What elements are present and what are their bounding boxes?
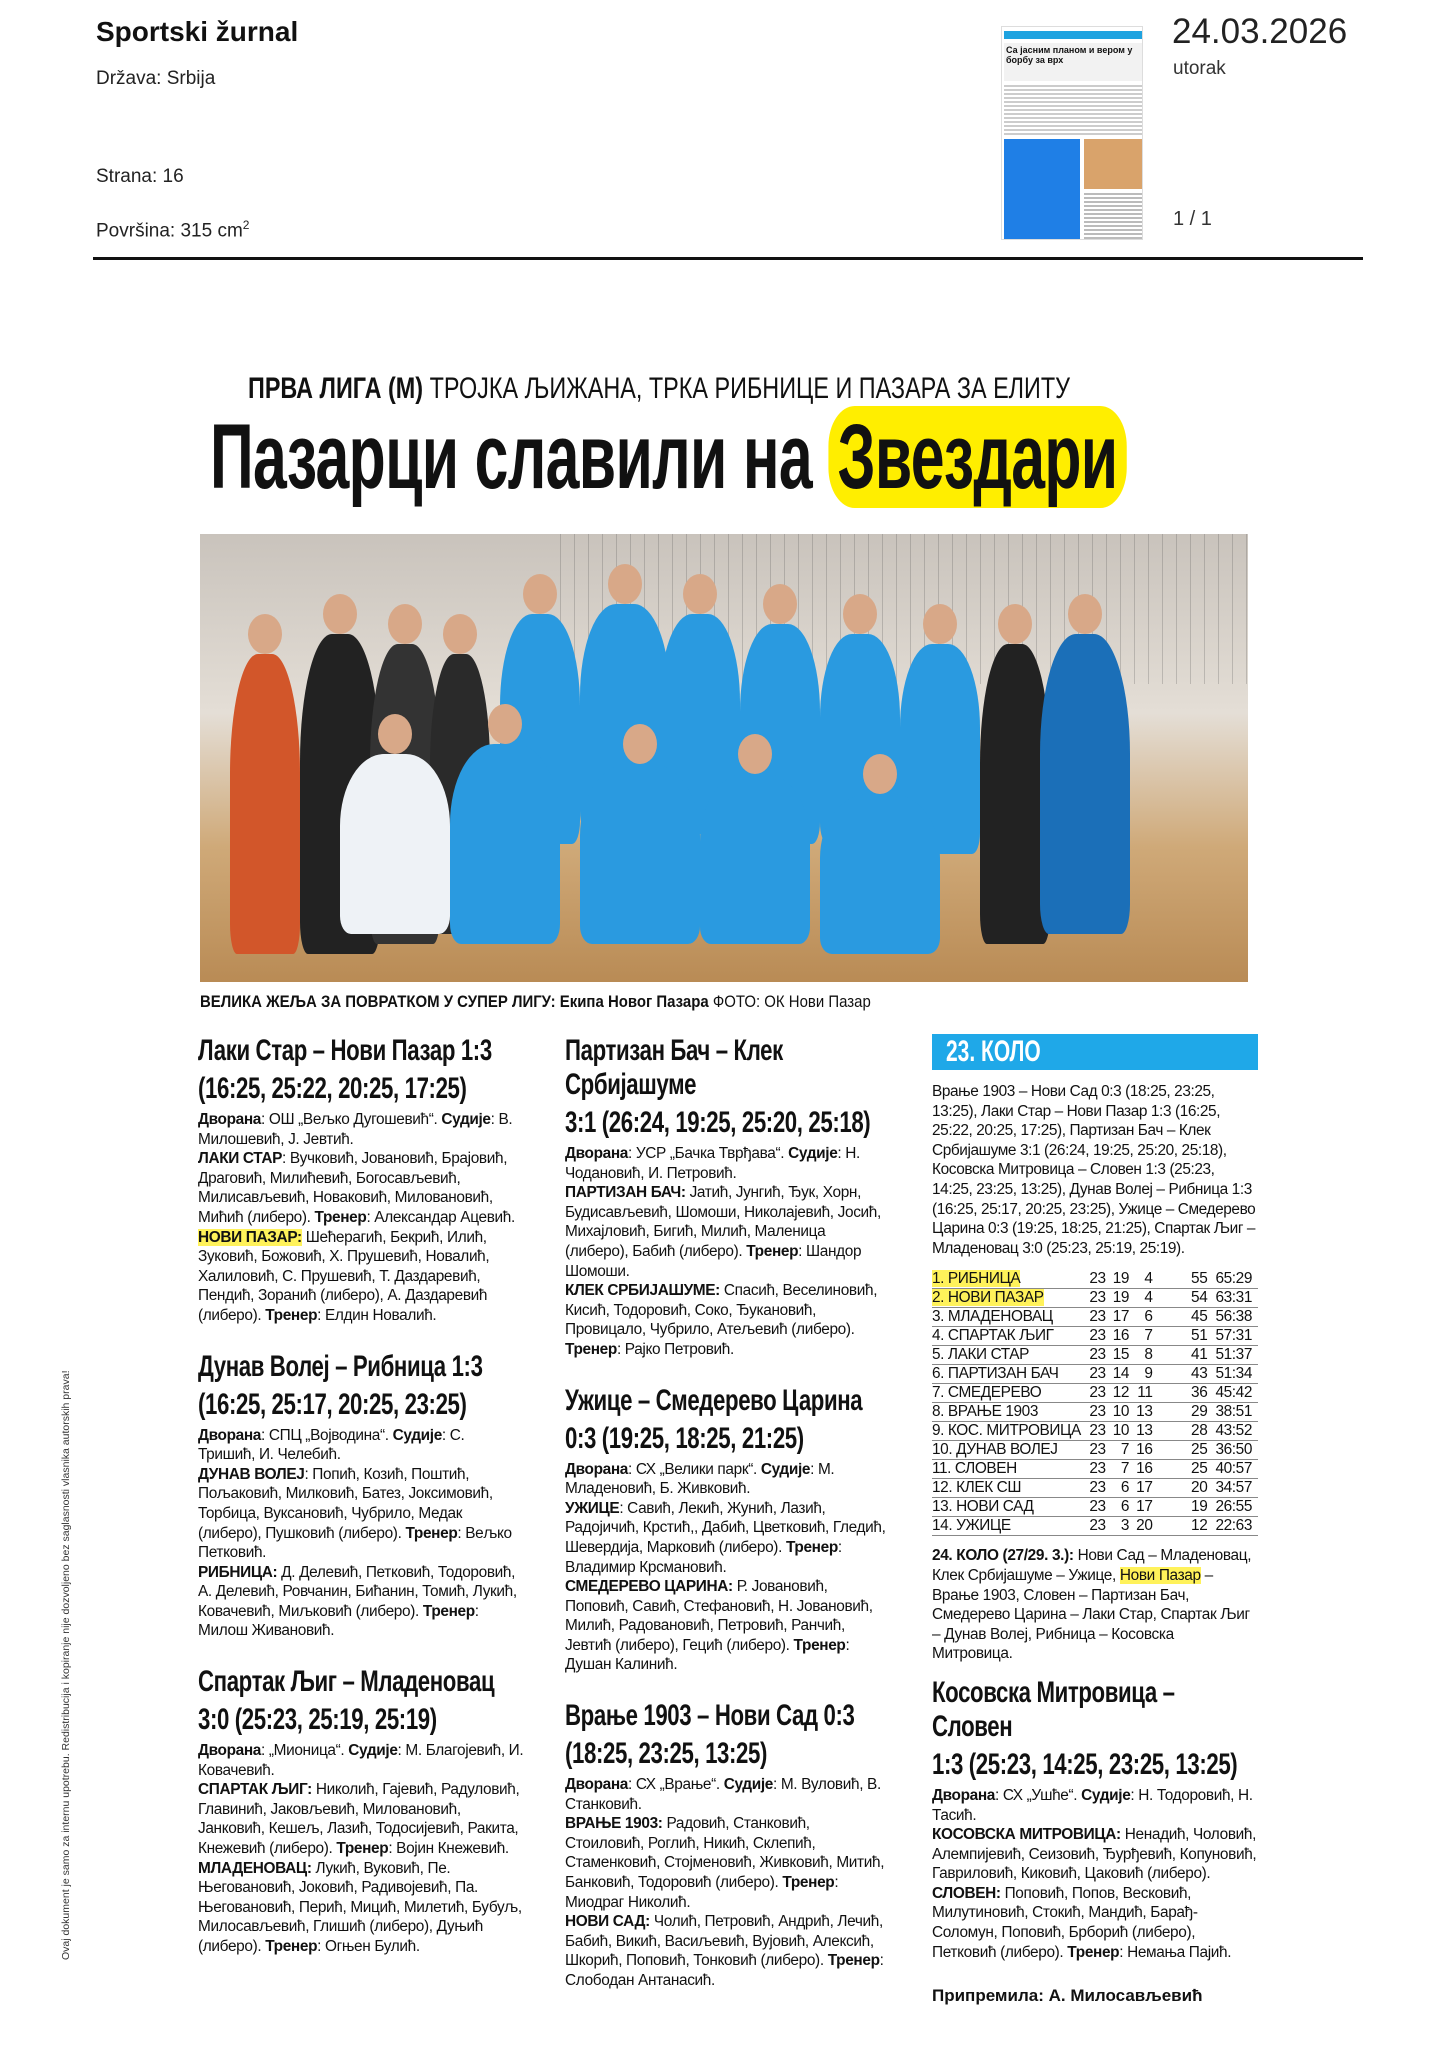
caption-credit: ФОТО: ОК Нови Пазар: [712, 992, 871, 1011]
match-details: [565, 1775, 891, 1991]
coach-label: Тренер: [746, 1242, 799, 1260]
team-name: 4. СПАРТАК ЉИГ: [932, 1327, 1088, 1346]
column-2: [565, 1034, 891, 2015]
referees: : М. Благојевић, И. Ковачевић.: [198, 1742, 524, 1779]
team-name: СЛОВЕН:: [932, 1884, 1001, 1902]
match-sets: (18:25, 23:25, 13:25): [565, 1737, 768, 1771]
coach: : Миодраг Николић.: [565, 1874, 839, 1911]
match-details: [565, 1460, 891, 1676]
venue: : „Мионица“.: [261, 1742, 349, 1760]
match-title: Партизан Бач – Клек Србијашуме: [565, 1034, 783, 1101]
stat: 23: [1088, 1384, 1111, 1403]
coach-label: Тренер: [565, 1340, 617, 1358]
stat: 51: [1158, 1327, 1213, 1346]
match-report: [198, 1034, 524, 1326]
stat: 8: [1135, 1346, 1158, 1365]
match-sets: (16:25, 25:17, 20:25, 23:25): [198, 1387, 467, 1421]
referees-label: Судије: [348, 1742, 398, 1760]
stat: 13: [1135, 1403, 1158, 1422]
players: Лукић, Вуковић, Пе. Његовановић, Јоковић, Радивојевић, Па. Његовановић, Перић, Мицић, Милетић, Бубуљ, Милосављевић, Глишић (либеро), Дуњић (либеро).: [198, 1859, 522, 1955]
header-divider: [93, 257, 1363, 260]
coach: : Огњен Булић.: [317, 1938, 420, 1955]
players: Спасић, Веселиновић, Кисић, Тодоровић, Соко, Ђукановић, Провицало, Чубрило, Атељевић (либеро).: [565, 1282, 878, 1339]
team-name: 9. КОС. МИТРОВИЦА: [932, 1422, 1088, 1441]
area-value: Površina: 315 cm: [96, 220, 243, 242]
players: Р. Јовановић, Поповић, Савић, Стефановић, Н. Јовановић, Милић, Радовановић, Петровић, Ранчић, Јевтић (либеро), Гецић (либеро).: [565, 1578, 873, 1654]
headline: [210, 405, 1127, 510]
coach-label: Тренер: [1067, 1943, 1120, 1961]
standings-row: [932, 1346, 1258, 1365]
match-title: Спартак Љиг – Младеновац: [198, 1665, 495, 1699]
country: Država: Srbija: [96, 68, 216, 89]
stat: 45:42: [1213, 1384, 1258, 1403]
team-name: 2. НОВИ ПАЗАР: [932, 1289, 1044, 1307]
stat: 29: [1158, 1403, 1213, 1422]
match-details: [932, 1786, 1258, 1962]
coach-label: Тренер: [793, 1636, 846, 1654]
venue: : СХ „Велики парк“.: [628, 1460, 761, 1478]
coach: : Рајко Петровић.: [616, 1340, 734, 1358]
stat: 23: [1088, 1403, 1111, 1422]
stat: 36:50: [1213, 1441, 1258, 1460]
team-photo: [200, 534, 1248, 982]
standings-row: [932, 1327, 1258, 1346]
team-lineup: [198, 1465, 524, 1563]
team-name: ВРАЊЕ 1903:: [565, 1815, 663, 1833]
copyright-notice: Ovaj dokument je samo za internu upotrebu. Redistribucija i kopiranje nije dozvoljeno bez saglasnosti vlasnika autorskih prava!: [60, 1370, 72, 1960]
page-count: 1 / 1: [1173, 208, 1212, 230]
coach-label: Тренер: [827, 1952, 880, 1970]
team-lineup: [565, 1281, 891, 1359]
referees-label: Судије: [788, 1145, 838, 1162]
standings-row: [932, 1403, 1258, 1422]
coach: : Немања Пајић.: [1119, 1943, 1232, 1961]
team-lineup: [198, 1228, 524, 1326]
coach-label: Тренер: [265, 1938, 318, 1955]
team-name: НОВИ ПАЗАР:: [198, 1228, 302, 1246]
round-title: 23. КОЛО: [946, 1035, 1041, 1068]
match-details: [198, 1110, 524, 1326]
stat: 22:63: [1213, 1517, 1258, 1536]
stat: 28: [1158, 1422, 1213, 1441]
coach: : Душан Калинић.: [565, 1636, 850, 1674]
stat: 16: [1135, 1441, 1158, 1460]
stat: 36: [1158, 1384, 1213, 1403]
stat: 23: [1088, 1327, 1111, 1346]
team-name: 13. НОВИ САД: [932, 1498, 1088, 1517]
caption-text: Екипа Новог Пазара: [559, 992, 709, 1011]
standings-row: [932, 1479, 1258, 1498]
stat: 23: [1088, 1517, 1111, 1536]
venue: : СХ „Ушће“.: [995, 1786, 1082, 1804]
match-report: [565, 1384, 891, 1676]
venue-label: Дворана: [198, 1742, 261, 1760]
weekday: utorak: [1173, 58, 1226, 79]
referees: : М. Младеновић, Б. Живковић.: [565, 1460, 835, 1498]
stat: 23: [1088, 1365, 1111, 1384]
stat: 51:34: [1213, 1365, 1258, 1384]
players: Чолић, Петровић, Андрић, Лечић, Бабић, Викић, Васиљевић, Вујовић, Алексић, Шкорић, Поповић, Тонковић (либеро).: [565, 1913, 883, 1970]
team-name: ЛАКИ СТАР: [198, 1150, 283, 1168]
headline-highlight: Звездари: [828, 406, 1126, 508]
team-name: 7. СМЕДЕРЕВО: [932, 1384, 1088, 1403]
team-name: 8. ВРАЊЕ 1903: [932, 1403, 1088, 1422]
players: Јатић, Јунгић, Ђук, Хорн, Будисављевић, Шомоши, Николајевић, Јосић, Михајловић, Бигић, Милић, Маленица (либеро), Бабић (либеро).: [565, 1184, 881, 1260]
standings-row: [932, 1270, 1258, 1289]
stat: 23: [1088, 1422, 1111, 1441]
standings-row: [932, 1384, 1258, 1403]
stat: 20: [1135, 1517, 1158, 1536]
stat: 51:37: [1213, 1346, 1258, 1365]
stat: 23: [1088, 1441, 1111, 1460]
standings-row: [932, 1289, 1258, 1308]
referees-label: Судије: [723, 1776, 773, 1794]
stat: 12: [1112, 1384, 1135, 1403]
next-round: [932, 1546, 1258, 1664]
referees: : М. Вуловић, В. Станковић.: [565, 1776, 881, 1813]
coach: : Шандор Шомоши.: [565, 1242, 862, 1280]
kicker-league: ПРВА ЛИГА (М): [248, 372, 424, 405]
team-name: РИБНИЦА:: [198, 1563, 278, 1581]
publication-name: Sportski žurnal: [96, 16, 299, 47]
stat: 9: [1135, 1365, 1158, 1384]
coach: : Владимир Крсмановић.: [565, 1538, 842, 1576]
stat: 54: [1158, 1289, 1213, 1308]
standings-row: [932, 1308, 1258, 1327]
team-name: УЖИЦЕ: [565, 1499, 620, 1517]
stat: 34:57: [1213, 1479, 1258, 1498]
match-report: [198, 1350, 524, 1642]
next-round-text: Нови Сад – Младеновац, Клек Србијашуме – Ужице,: [932, 1547, 1252, 1584]
venue-line: [565, 1460, 891, 1499]
next-round-highlight: Нови Пазар: [1119, 1566, 1201, 1584]
stat: 19: [1112, 1289, 1135, 1308]
stat: 4: [1135, 1289, 1158, 1308]
venue-line: [932, 1786, 1258, 1825]
stat: 3: [1112, 1517, 1135, 1536]
team-name: НОВИ САД:: [565, 1913, 650, 1931]
team-lineup: [565, 1912, 891, 1990]
players: : Попић, Козић, Поштић, Пољаковић, Милковић, Батез, Јоксимовић, Торбица, Вуксановић, Чубрило, Медак (либеро), Пушковић (либеро).: [198, 1465, 493, 1542]
players: Поповић, Попов, Весковић, Милутиновић, Стокић, Мандић, Барађ-Соломун, Поповић, Брборић (либеро), Петковић (либеро).: [932, 1884, 1198, 1961]
column-1: [198, 1034, 524, 1981]
coach-label: Тренер: [405, 1524, 458, 1542]
stat: 6: [1135, 1308, 1158, 1327]
referees-label: Судије: [441, 1111, 491, 1128]
stat: 16: [1112, 1327, 1135, 1346]
stat: 41: [1158, 1346, 1213, 1365]
stat: 20: [1158, 1479, 1213, 1498]
stat: 65:29: [1213, 1270, 1258, 1289]
photo-caption: [200, 992, 871, 1012]
coach-label: Тренер: [314, 1208, 367, 1226]
match-sets: 3:1 (26:24, 19:25, 25:20, 25:18): [565, 1106, 871, 1139]
thumbnail-headline: Са јасним планом и вером у борбу за врх: [1006, 45, 1133, 65]
standings-row: [932, 1365, 1258, 1384]
column-3: [932, 1034, 1258, 2006]
stat: 55: [1158, 1270, 1213, 1289]
venue-line: [198, 1426, 524, 1465]
stat: 6: [1112, 1479, 1135, 1498]
match-report: [565, 1034, 891, 1360]
match-details: [198, 1426, 524, 1642]
coach: : Александар Ацевић.: [366, 1208, 515, 1226]
players: Ненадић, Чоловић, Алемпијевић, Сеизовић, Ђурђевић, Копуновић, Гавриловић, Киковић, Цаковић (либеро).: [932, 1826, 1257, 1883]
standings-row: [932, 1422, 1258, 1441]
stat: 7: [1112, 1460, 1135, 1479]
team-name: 3. МЛАДЕНОВАЦ: [932, 1308, 1088, 1327]
venue-label: Дворана: [198, 1111, 261, 1128]
match-title: Косовска Митровица – Словен: [932, 1675, 1175, 1743]
stat: 15: [1112, 1346, 1135, 1365]
stat: 25: [1158, 1441, 1213, 1460]
standings-row: [932, 1460, 1258, 1479]
stat: 56:38: [1213, 1308, 1258, 1327]
venue-label: Дворана: [565, 1145, 628, 1162]
caption-title: ВЕЛИКА ЖЕЉА ЗА ПОВРАТКОМ У СУПЕР ЛИГУ:: [200, 992, 556, 1011]
stat: 4: [1135, 1270, 1158, 1289]
coach: : Вељко Петковић.: [198, 1524, 512, 1562]
stat: 14: [1112, 1365, 1135, 1384]
team-name: 5. ЛАКИ СТАР: [932, 1346, 1088, 1365]
players: : Савић, Лекић, Жунић, Лазић, Радојичић, Крстић,, Дабић, Цветковић, Гледић, Шевердија, Марковић (либеро).: [565, 1499, 886, 1556]
team-name: 1. РИБНИЦА: [932, 1270, 1021, 1288]
stat: 23: [1088, 1289, 1111, 1308]
stat: 19: [1112, 1270, 1135, 1289]
standings-row: [932, 1441, 1258, 1460]
coach-label: Тренер: [785, 1538, 838, 1556]
stat: 26:55: [1213, 1498, 1258, 1517]
venue-label: Дворана: [932, 1786, 995, 1804]
venue-line: [565, 1144, 891, 1183]
match-title: Дунав Волеј – Рибница 1:3: [198, 1349, 483, 1383]
team-name: КОСОВСКА МИТРОВИЦА:: [932, 1826, 1121, 1844]
team-name: 10. ДУНАВ ВОЛЕЈ: [932, 1441, 1088, 1460]
team-name: ДУНАВ ВОЛЕЈ: [198, 1465, 305, 1483]
team-name: СМЕДЕРЕВО ЦАРИНА:: [565, 1578, 733, 1596]
area: [96, 218, 249, 242]
venue-line: [565, 1775, 891, 1814]
venue: : ОШ „Вељко Дугошевић“.: [261, 1111, 442, 1128]
coach-label: Тренер: [265, 1306, 318, 1324]
prepared-by: Припремила: А. Милосављевић: [932, 1986, 1203, 2006]
stat: 23: [1088, 1270, 1111, 1289]
team-name: [932, 1270, 1088, 1289]
referees-label: Судије: [1081, 1786, 1131, 1804]
coach-label: Тренер: [422, 1602, 475, 1620]
players: : Вучковић, Јовановић, Брајовић, Драговић, Милићевић, Богосављевић, Милисављевић, Новаковић, Миловановић, Мићић (либеро).: [198, 1150, 508, 1226]
coach-label: Тренер: [336, 1840, 389, 1858]
next-round-text: – Врање 1903, Словен – Партизан Бач, Смедерево Царина – Лаки Стар, Спартак Љиг – Дунав Волеј, Рибница – Косовска Митровица.: [932, 1566, 1250, 1663]
stat: 45: [1158, 1308, 1213, 1327]
coach: : Елдин Новалић.: [317, 1306, 437, 1324]
area-superscript: 2: [242, 218, 250, 232]
stat: 43:52: [1213, 1422, 1258, 1441]
team-lineup: [932, 1825, 1258, 1884]
standings-table: [932, 1270, 1258, 1536]
coach: : Милош Живановић.: [198, 1602, 479, 1640]
stat: 16: [1135, 1460, 1158, 1479]
team-lineup: [565, 1499, 891, 1577]
stat: 63:31: [1213, 1289, 1258, 1308]
players: Радовић, Станковић, Стоиловић, Роглић, Никић, Склепић, Стаменковић, Стојменовић, Живковић, Митић, Банковић, Тодоровић (либеро).: [565, 1815, 885, 1892]
stat: 23: [1088, 1308, 1111, 1327]
venue-line: [198, 1741, 524, 1780]
stat: 7: [1135, 1327, 1158, 1346]
stat: 43: [1158, 1365, 1213, 1384]
standings-row: [932, 1498, 1258, 1517]
stat: 23: [1088, 1346, 1111, 1365]
team-name: 11. СЛОВЕН: [932, 1460, 1088, 1479]
team-lineup: [565, 1814, 891, 1912]
stat: 11: [1135, 1384, 1158, 1403]
stat: 23: [1088, 1460, 1111, 1479]
referees: : Н. Чодановић, И. Петровић.: [565, 1145, 860, 1182]
match-sets: 1:3 (25:23, 14:25, 23:25, 13:25): [932, 1747, 1238, 1781]
stat: 23: [1088, 1498, 1111, 1517]
players: Д. Делевић, Петковић, Тодоровић, А. Делевић, Ровчанин, Бићанин, Томић, Лукић, Ковачевић, Миљковић (либеро).: [198, 1563, 517, 1620]
match-title: Лаки Стар – Нови Пазар 1:3: [198, 1034, 492, 1067]
match-report: [198, 1665, 524, 1957]
match-title: Ужице – Смедерево Царина: [565, 1383, 863, 1417]
match-report: [565, 1699, 891, 1991]
stat: 10: [1112, 1403, 1135, 1422]
venue: : УСР „Бачка Тврђава“.: [628, 1145, 789, 1162]
coach-label: Тренер: [782, 1874, 835, 1892]
team-name: СПАРТАК ЉИГ:: [198, 1781, 312, 1799]
team-lineup: [198, 1149, 524, 1227]
team-name: 14. УЖИЦЕ: [932, 1517, 1088, 1536]
match-details: [565, 1144, 891, 1360]
stat: 10: [1112, 1422, 1135, 1441]
team-name: [932, 1289, 1088, 1308]
match-sets: 0:3 (19:25, 18:25, 21:25): [565, 1421, 804, 1455]
match-sets: 3:0 (25:23, 25:19, 25:19): [198, 1703, 437, 1737]
referees: : С. Тришић, И. Челебић.: [198, 1426, 465, 1464]
team-lineup: [565, 1577, 891, 1675]
stat: 17: [1135, 1479, 1158, 1498]
team-lineup: [198, 1780, 524, 1858]
date: 24.03.2026: [1172, 12, 1348, 51]
round-header: [932, 1034, 1258, 1070]
round-results: Врање 1903 – Нови Сад 0:3 (18:25, 23:25, 13:25), Лаки Стар – Нови Пазар 1:3 (16:25, 25:22, 20:25, 17:25), Партизан Бач – Клек Србијашуме 3:1 (26:24, 19:25, 25:20, 25:18), Косовска Митровица – Словен 1:3 (25:23, 14:25, 23:25, 13:25), Дунав Волеј – Рибница 1:3 (16:25, 25:17, 20:25, 23:25), Ужице – Смедерево Царина 0:3 (19:25, 18:25, 21:25), Спартак Љиг – Младеновац 3:0 (25:23, 25:19, 25:19).: [932, 1083, 1256, 1257]
headline-text: Пазарци славили на: [210, 406, 813, 508]
match-report: [932, 1676, 1258, 1962]
team-name: 6. ПАРТИЗАН БАЧ: [932, 1365, 1088, 1384]
stat: 6: [1112, 1498, 1135, 1517]
kicker: [248, 372, 1070, 406]
stat: 13: [1135, 1422, 1158, 1441]
referees: : В. Милошевић, Ј. Јевтић.: [198, 1111, 513, 1148]
team-name: КЛЕК СРБИЈАШУМЕ:: [565, 1282, 720, 1300]
referees-label: Судије: [760, 1460, 811, 1478]
stat: 17: [1135, 1498, 1158, 1517]
stat: 19: [1158, 1498, 1213, 1517]
team-lineup: [198, 1563, 524, 1641]
coach: : Војин Кнежевић.: [388, 1840, 509, 1858]
stat: 38:51: [1213, 1403, 1258, 1422]
referees: : Н. Тодоровић, Н. Тасић.: [932, 1786, 1253, 1824]
venue-label: Дворана: [565, 1460, 628, 1478]
page-number: Strana: 16: [96, 166, 184, 187]
kicker-text: ТРОЈКА ЉИЖАНА, ТРКА РИБНИЦЕ И ПАЗАРА ЗА ЕЛИТУ: [429, 372, 1071, 405]
players: Шећерагић, Бекрић, Илић, Зуковић, Божовић, Х. Прушевић, Новалић, Халиловић, С. Прушевић, Т. Даздаревић, Пендић, Зоранић (либеро), А. Даздаревић (либеро).: [198, 1228, 490, 1324]
team-name: МЛАДЕНОВАЦ:: [198, 1859, 312, 1877]
match-details: [198, 1741, 524, 1957]
next-round-label: 24. КОЛО (27/29. 3.):: [932, 1547, 1074, 1565]
team-lineup: [198, 1859, 524, 1957]
match-sets: (16:25, 25:22, 20:25, 17:25): [198, 1072, 467, 1105]
stat: 12: [1158, 1517, 1213, 1536]
stat: 25: [1158, 1460, 1213, 1479]
stat: 17: [1112, 1308, 1135, 1327]
match-title: Врање 1903 – Нови Сад 0:3: [565, 1699, 855, 1733]
venue: : СХ „Врање“.: [628, 1776, 724, 1794]
venue: : СПЦ „Војводина“.: [261, 1426, 393, 1444]
team-name: 12. КЛЕК СШ: [932, 1479, 1088, 1498]
stat: 23: [1088, 1479, 1111, 1498]
referees-label: Судије: [392, 1426, 442, 1444]
stat: 40:57: [1213, 1460, 1258, 1479]
venue-label: Дворана: [198, 1426, 261, 1444]
page-thumbnail[interactable]: [1001, 26, 1143, 240]
venue-line: [198, 1110, 524, 1149]
stat: 57:31: [1213, 1327, 1258, 1346]
team-name: ПАРТИЗАН БАЧ:: [565, 1184, 686, 1202]
team-lineup: [932, 1884, 1258, 1962]
standings-row: [932, 1517, 1258, 1536]
stat: 7: [1112, 1441, 1135, 1460]
players: Николић, Гајевић, Радуловић, Главинић, Јаковљевић, Миловановић, Јанковић, Кешељ, Лазић, Тодосијевић, Ракита, Кнежевић (либеро).: [198, 1781, 520, 1858]
coach: : Слободан Антанасић.: [565, 1952, 884, 1989]
venue-label: Дворана: [565, 1776, 628, 1794]
team-lineup: [565, 1183, 891, 1281]
